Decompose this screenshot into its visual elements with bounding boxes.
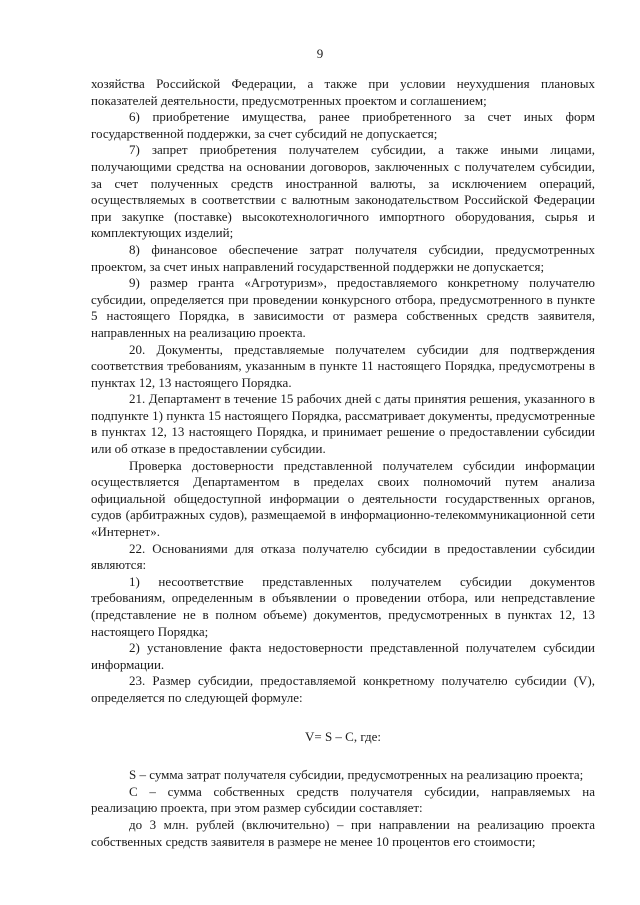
paragraph: до 3 млн. рублей (включительно) – при направлении на реализацию проекта собственных средств заявителя в размере не менее 10 процентов его стоимости; bbox=[91, 816, 595, 849]
paragraph: 2) установление факта недостоверности представленной получателем субсидии информации. bbox=[91, 640, 595, 672]
paragraph: 6) приобретение имущества, ранее приобретенного за счет иных форм государственной поддержки, за счет субсидий не допускается; bbox=[91, 109, 595, 141]
paragraph: 1) несоответствие представленных получателем субсидии документов требованиям, определенным в объявлении о проведении отбора, или непредставление (представление не в полном объеме) документов, предусмотренных в пунктах 12, 13 настоящего Порядка; bbox=[91, 573, 595, 639]
paragraph: 7) запрет приобретения получателем субсидии, а также иными лицами, получающими средства на основании договоров, заключенных с получателем субсидии, за счет полученных средств иностранной валюты, за исключением операций, осуществляемых в соответствии с валютным законодательством Российской Федерации при закупке (поставке) высокотехнологичного импортного оборудования, сырья и комплектующих изделий; bbox=[91, 142, 595, 241]
paragraph: 23. Размер субсидии, предоставляемой конкретному получателю субсидии (V), определяется по следующей формуле: bbox=[91, 673, 595, 705]
paragraphs-before-formula bbox=[91, 76, 595, 707]
paragraph: 9) размер гранта «Агротуризм», предоставляемого конкретному получателю субсидии, определяется при проведении конкурсного отбора, предусмотренного в пункте 5 настоящего Порядка, в зависимости от размера собственных средств заявителя, направленных на реализацию проекта. bbox=[91, 275, 595, 340]
formula: V= S – C, где: bbox=[304, 728, 382, 744]
paragraph: хозяйства Российской Федерации, а также при условии неухудшения плановых показателей деятельности, предусмотренных проектом и соглашением; bbox=[91, 76, 595, 108]
paragraph: 20. Документы, представляемые получателем субсидии для подтверждения соответствия требованиям, указанным в пункте 11 настоящего Порядка, предусмотрены в пунктах 12, 13 настоящего Порядка. bbox=[91, 341, 595, 390]
document-body bbox=[91, 76, 595, 850]
paragraph: 22. Основаниями для отказа получателю субсидии в предоставлении субсидии являются: bbox=[91, 540, 595, 573]
paragraphs-after-formula bbox=[91, 767, 595, 850]
paragraph: C – сумма собственных средств получателя субсидии, направляемых на реализацию проекта, при этом размер субсидии составляет: bbox=[91, 783, 595, 816]
paragraph: 8) финансовое обеспечение затрат получателя субсидии, предусмотренных проектом, за счет иных направлений государственной поддержки не допускается; bbox=[91, 241, 595, 274]
paragraph: S – сумма затрат получателя субсидии, предусмотренных на реализацию проекта; bbox=[129, 767, 584, 783]
paragraph: 21. Департамент в течение 15 рабочих дней с даты принятия решения, указанного в подпункте 1) пункта 15 настоящего Порядка, рассматривает документы, предусмотренные в пунктах 12, 13 настоящего Порядка, и принимает решение о предоставлении субсидии или об отказе в предоставлении субсидии. bbox=[91, 391, 595, 457]
paragraph: Проверка достоверности представленной получателем субсидии информации осуществляется Департаментом в пределах своих полномочий путем анализа официальной общедоступной информации о деятельности государственных органов, судов (арбитражных судов), размещаемой в информационно-телекоммуникационной сети «Интернет». bbox=[91, 457, 595, 540]
page-number: 9 bbox=[316, 46, 324, 61]
